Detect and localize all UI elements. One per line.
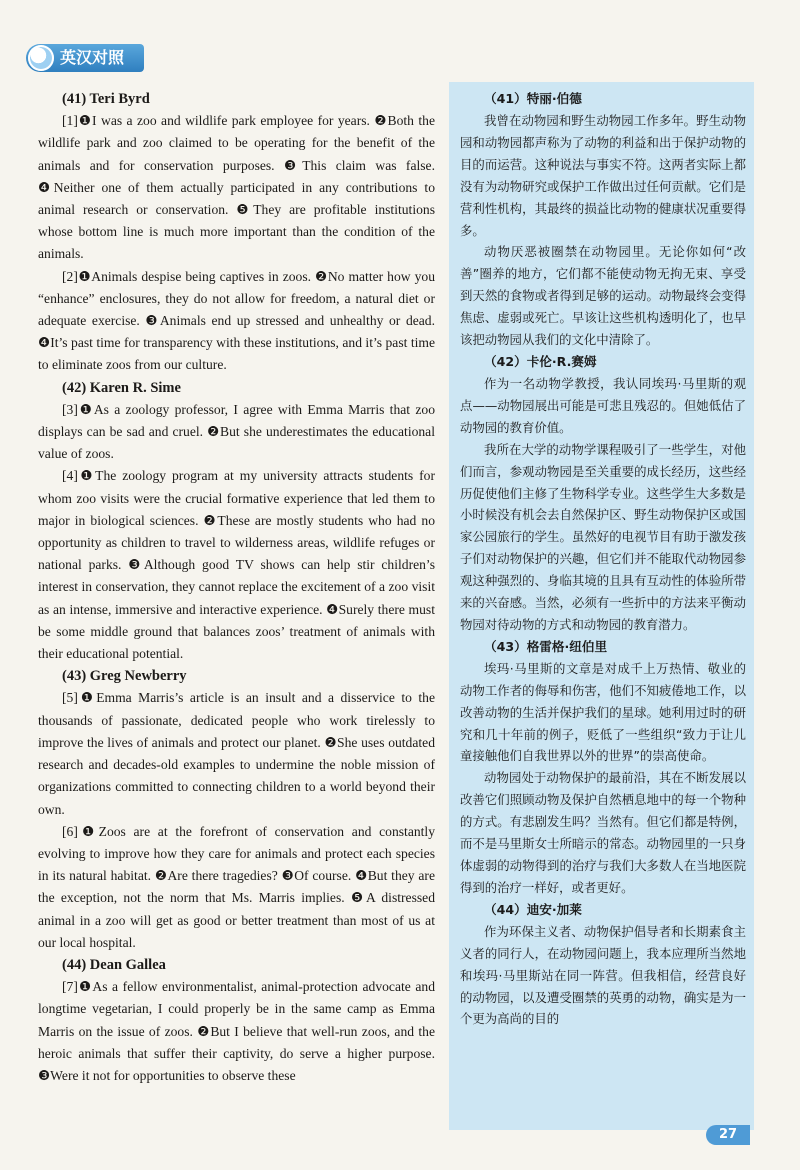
letter-heading-42: (42) Karen R. Sime [62,379,181,396]
translation-paragraph-3: 作为一名动物学教授，我认同埃玛·马里斯的观点——动物园展出可能是可悲且残忍的。但她低估了动物园的教育价值。 [460,375,746,435]
section-badge-label: 英汉对照 [60,48,125,67]
letter-heading-44: (44) Dean Gallea [62,956,166,973]
letter-heading-43: (43) Greg Newberry [62,668,187,685]
translation-heading-43: （43）格雷格·纽伯里 [484,638,608,654]
english-column [38,88,435,1108]
paragraph-4: [4]❶The zoology program at my university attracts students for whom zoo visits were the crucial formative experience that led them to major in biological sciences. ❷These are mostly students who had no opportunity as children to travel to wilderness areas, wildlife refuges or national parks. ❸Although good TV shows can help stir children’s interest in conservation, they cannot replace the excitement of a zoo visit as an intense, immersive and interactive experience. ❹Surely there must be some middle ground that balances zoos’ treatment of animals with their educational potential. [38,468,435,662]
paragraph-3: [3]❶As a zoology professor, I agree with Emma Marris that zoo displays can be sad and cruel. ❷But she underestimates the educational value of zoos. [38,401,435,462]
section-badge [26,44,144,72]
translation-paragraph-4: 我所在大学的动物学课程吸引了一些学生，对他们而言，参观动物园是至关重要的成长经历，这些经历促使他们主修了生物科学专业。这些学生大多数是小时候没有机会去自然保护区、野生动物保护区或国家公园旅行的学生。虽然好的电视节目有助于激发孩子们对动物保护的兴趣，但它们并不能取代动物园参观这种强烈的、身临其境的且具有互动性的体验所带来的兴奋感。当然，必须有一些折中的方法来平衡动物园对待动物的方式和动物园的教育潜力。 [460,441,746,632]
paragraph-6: [6]❶Zoos are at the forefront of conservation and constantly evolving to improve how they care for animals and protect each species in its natural habitat. ❷Are there tragedies? ❸Of course. ❹But they are the exception, not the norm that Ms. Marris implies. ❺A distressed animal in a zoo will get as good or better treatment than most of us at our local hospital. [38,823,435,950]
translation-heading-44: （44）迪安·加莱 [484,901,582,917]
translation-heading-41: （41）特丽·伯德 [484,91,582,106]
translation-paragraph-7: 作为环保主义者、动物保护倡导者和长期素食主义者的同行人，在动物园问题上，我本应理所当然地和埃玛·马里斯站在同一阵营。但我相信，经营良好的动物园，以及遭受圈禁的英勇的动物，确实是为一个更为高尚的目的 [460,923,746,1027]
paragraph-2: [2]❶Animals despise being captives in zoos. ❷No matter how you “enhance” enclosures, they do not allow for freedom, a natural diet or adequate exercise. ❸Animals end up stressed and unhealthy or dead. ❹It’s past time for transparency with these institutions, and it’s past time to eliminate zoos from our culture. [38,268,435,373]
translation-heading-42: （42）卡伦·R.赛姆 [484,353,597,369]
paragraph-1: [1]❶I was a zoo and wildlife park employee for years. ❷Both the wildlife park and zoo claimed to be operating for the benefit of the animals and for conservation purposes. ❸This claim was false. ❹Neither one of them actually participated in any contributions to animal research or conservation. ❺They are profitable institutions whose bottom line is much more important than the condition of the animals. [38,113,435,262]
translation-paragraph-6: 动物园处于动物保护的最前沿，其在不断发展以改善它们照顾动物及保护自然栖息地中的每一个物种的方式。有悲剧发生吗？当然有。但它们都是特例，而不是马里斯女士所暗示的常态。动物园里的一只身体虚弱的动物得到的治疗与我们大多数人在当地医院得到的治疗一样好，或者更好。 [460,770,746,895]
chinese-translation-column [449,82,754,1130]
letter-heading-41: (41) Teri Byrd [62,91,150,107]
paragraph-7: [7]❶As a fellow environmentalist, animal-protection advocate and longtime vegetarian, I could properly be in the same camp as Emma Marris on the issue of zoos. ❷But I believe that well-run zoos, and the heroic animals that suffer their captivity, do serve a higher purpose. ❸Were it not for opportunities to observe these [38,979,435,1083]
translation-paragraph-1: 我曾在动物园和野生动物园工作多年。野生动物园和动物园都声称为了动物的利益和出于保护动物的目的而运营。这种说法与事实不符。这两者实际上都没有为动物研究或保护工作做出过任何贡献。它们是营利性机构，其最终的损益比动物的健康状况重要得多。 [460,113,746,238]
magnifier-icon [28,45,54,71]
translation-paragraph-2: 动物厌恶被圈禁在动物园里。无论你如何“改善”圈养的地方，它们都不能使动物无拘无束、享受到天然的食物或者得到足够的运动。动物最终会变得焦虑、虚弱或死亡。早该让这些机构透明化了，也早该把动物园从我们的文化中清除了。 [460,244,746,348]
translation-paragraph-5: 埃玛·马里斯的文章是对成千上万热情、敬业的动物工作者的侮辱和伤害，他们不知疲倦地工作，以改善动物的生活并保护我们的星球。她利用过时的研究和几十年前的例子，贬低了一些组织“致力于让儿童接触他们自我世界以外的世界”的崇高使命。 [460,660,746,764]
paragraph-5: [5]❶Emma Marris’s article is an insult and a disservice to the thousands of passionate, dedicated people who work tirelessly to improve the lives of animals and protect our planet. ❷She uses outdated research and decades-old examples to undermine the noble mission of organizations committed to connecting children to a world beyond their own. [38,690,435,817]
page-number: 27 [706,1125,750,1145]
